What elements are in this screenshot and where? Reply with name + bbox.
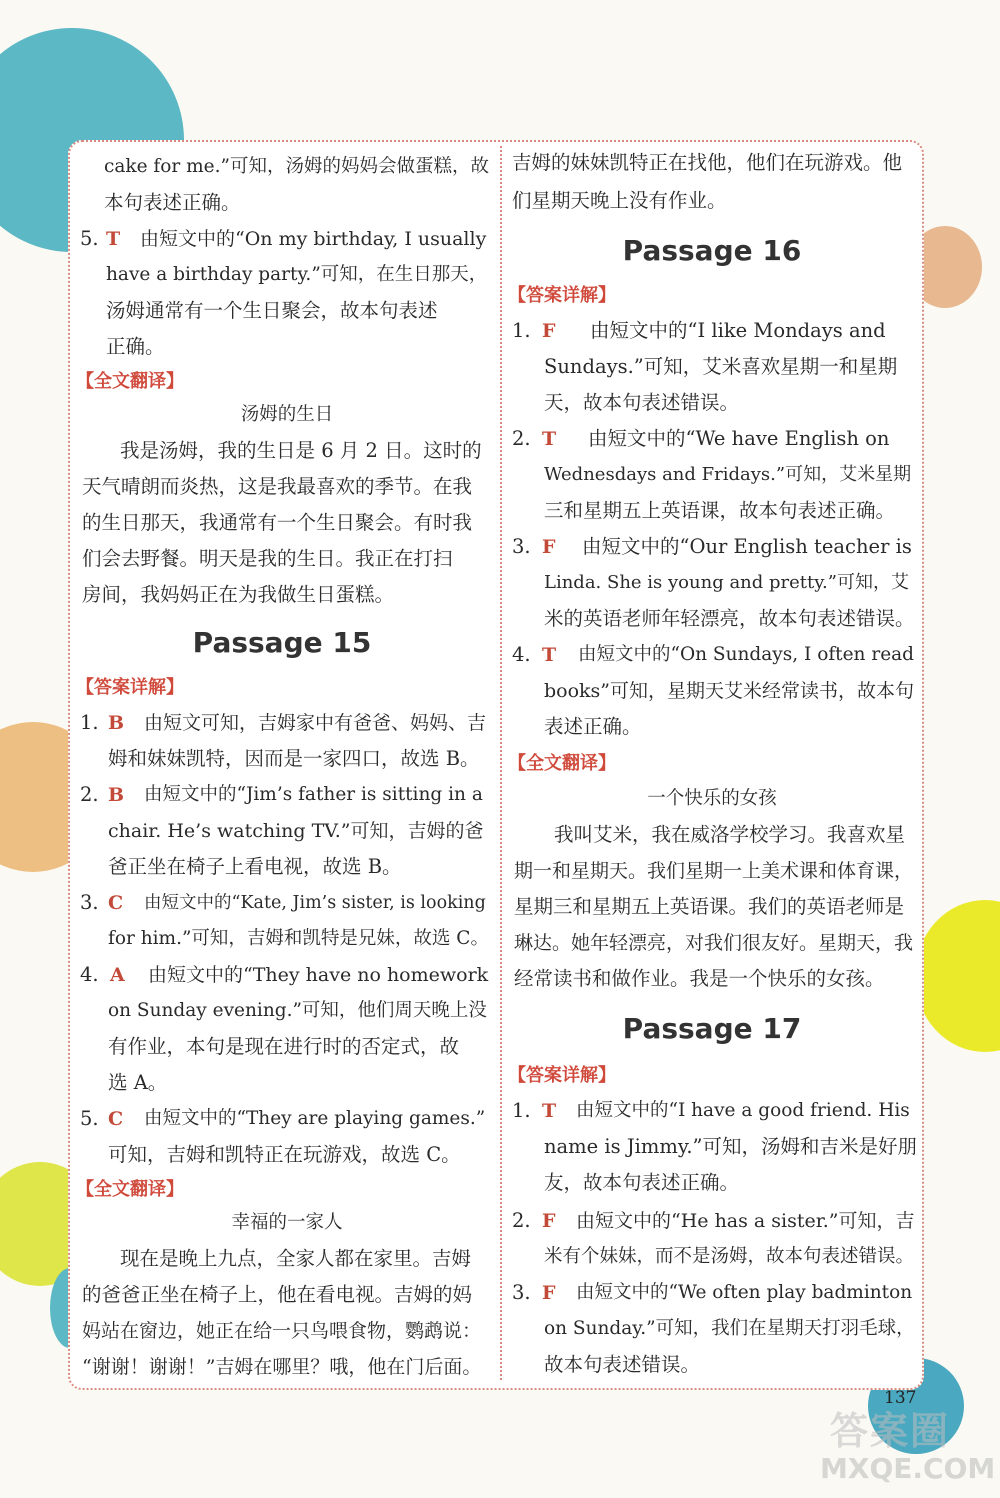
passage-title: Passage 16 [622,234,802,267]
text-line: 由短文中的“I have a good friend. His [576,1100,910,1121]
column-divider [500,146,502,1380]
text-line: 米有个妹妹，而不是汤姆，故本句表述错误。 [544,1246,915,1267]
text-line: 汤姆通常有一个生日聚会，故本句表述 [106,299,438,322]
answer-letter: F [542,536,556,558]
text-line: name is Jimmy.”可知，汤姆和吉米是好朋 [544,1135,917,1158]
watermark-site: MXQE.COM [820,1452,996,1485]
text-line: 吉姆的妹妹凯特正在找他，他们在玩游戏。他 [512,151,903,174]
page-number: 137 [884,1388,917,1408]
question-number: 1. [80,711,99,734]
text-line: cake for me.”可知，汤姆的妈妈会做蛋糕，故 [104,156,489,177]
question-number: 5. [80,1107,99,1130]
text-line: 的爸爸正坐在椅子上，他在看电视。吉姆的妈 [82,1283,473,1306]
text-line: on Sunday evening.”可知，他们周天晚上没 [108,1000,487,1021]
text-line: 们会去野餐。明天是我的生日。我正在打扫 [82,547,453,570]
text-line: 由短文中的“They are playing games.” [144,1108,486,1129]
text-line: 房间，我妈妈正在为我做生日蛋糕。 [82,583,395,606]
story-title: 汤姆的生日 [240,404,334,425]
answer-letter: A [110,964,125,986]
answer-letter: T [106,228,121,250]
text-line: 天气晴朗而炎热，这是我最喜欢的季节。在我 [82,475,473,498]
text-line: Sundays.”可知，艾米喜欢星期一和星期 [544,355,898,378]
answer-letter: T [542,644,557,666]
answer-letter: B [108,784,125,806]
story-title: 一个快乐的女孩 [647,788,777,809]
text-line: 有作业，本句是现在进行时的否定式，故 [108,1035,460,1058]
text-line: 姆和妹妹凯特，因而是一家四口，故选 B。 [108,747,480,770]
text-line: 可知，吉姆和凯特正在玩游戏，故选 C。 [108,1143,461,1166]
text-line: “谢谢！谢谢！”吉姆在哪里？哦，他在门后面。 [82,1356,482,1378]
answer-letter: C [108,1108,124,1130]
story-title: 幸福的一家人 [231,1212,343,1233]
text-line: 期一和星期天。我们星期一上美术课和体育课， [514,860,914,882]
text-line: chair. He’s watching TV.”可知，吉姆的爸 [108,820,484,842]
passage-title: Passage 17 [622,1012,802,1045]
text-line: 由短文中的“Our English teacher is [582,535,912,558]
text-line: 现在是晚上九点，全家人都在家里。吉姆 [120,1247,472,1270]
text-line: 由短文中的“On my birthday, I usually [140,228,487,250]
text-line: 表述正确。 [544,715,642,738]
text-line: have a birthday party.”可知，在生日那天， [106,264,488,285]
text-line: 的生日那天，我通常有一个生日聚会。有时我 [82,511,473,534]
text-line: 米的英语老师年轻漂亮，故本句表述错误。 [544,607,915,630]
text-line: 友，故本句表述正确。 [544,1171,740,1194]
question-number: 5. [80,227,99,250]
section-label: 【答案详解】 [76,677,184,698]
text-line: 我是汤姆，我的生日是 6 月 2 日。这时的 [120,439,482,462]
text-line: 故本句表述错误。 [544,1353,701,1376]
text-line: 经常读书和做作业。我是一个快乐的女孩。 [514,967,885,990]
answer-letter: F [542,320,556,342]
answer-letter: B [108,712,125,734]
question-number: 3. [512,535,531,558]
text-line: Wednesdays and Fridays.”可知，艾米星期 [544,464,912,485]
question-number: 3. [80,891,99,914]
question-number: 2. [512,1209,531,1232]
section-label: 【全文翻译】 [76,1179,184,1200]
question-number: 4. [80,963,99,986]
text-line: 星期三和星期五上英语课。我们的英语老师是 [514,895,905,918]
text-line: 正确。 [106,335,165,358]
question-number: 2. [80,783,99,806]
watermark-logo: 答案圈 [830,1409,951,1453]
text-line: 天，故本句表述错误。 [544,391,740,414]
question-number: 3. [512,1281,531,1304]
section-label: 【答案详解】 [508,1065,616,1086]
decorative-circle [915,900,1000,1052]
passage-title: Passage 15 [192,626,372,659]
answer-letter: T [542,1100,557,1122]
text-line: 选 A。 [108,1071,168,1094]
text-line: 三和星期五上英语课，故本句表述正确。 [544,499,896,522]
text-line: 妈站在窗边，她正在给一只鸟喂食物，鹦鹉说： [82,1320,482,1342]
question-number: 2. [512,427,531,450]
text-line: 我叫艾米，我在威洛学校学习。我喜欢星 [554,823,906,846]
answer-letter: C [108,892,124,914]
text-line: 琳达。她年轻漂亮，对我们很友好。星期天，我 [514,932,914,954]
text-line: on Sunday.”可知，我们在星期天打羽毛球， [544,1318,915,1339]
text-line: 由短文中的“Kate, Jim’s sister, is looking [144,893,486,913]
question-number: 4. [512,643,531,666]
section-label: 【全文翻译】 [508,753,616,774]
text-line: 由短文中的“I like Mondays and [590,319,886,342]
section-label: 【全文翻译】 [76,371,184,392]
text-line: 爸正坐在椅子上看电视，故选 B。 [108,855,402,878]
text-line: 由短文中的“On Sundays, I often read [578,644,915,665]
text-line: 们星期天晚上没有作业。 [512,189,727,212]
answer-letter: F [542,1210,556,1232]
question-number: 1. [512,1099,531,1122]
text-line: 由短文中的“He has a sister.”可知，吉 [576,1210,915,1232]
question-number: 1. [512,319,531,342]
text-line: 由短文可知，吉姆家中有爸爸、妈妈、吉 [144,712,487,734]
text-line: Linda. She is young and pretty.”可知，艾 [544,572,909,593]
text-line: 由短文中的“Jim’s father is sitting in a [144,784,483,805]
text-line: 由短文中的“We often play badminton [576,1282,913,1303]
answer-letter: F [542,1282,556,1304]
text-line: 本句表述正确。 [104,191,241,214]
section-label: 【答案详解】 [508,285,616,306]
answer-letter: T [542,428,557,450]
text-line: books”可知，星期天艾米经常读书，故本句 [544,680,915,702]
text-line: for him.”可知，吉姆和凯特是兄妹，故选 C。 [108,928,489,949]
text-line: 由短文中的“We have English on [588,427,890,450]
text-line: 由短文中的“They have no homework [148,964,489,986]
